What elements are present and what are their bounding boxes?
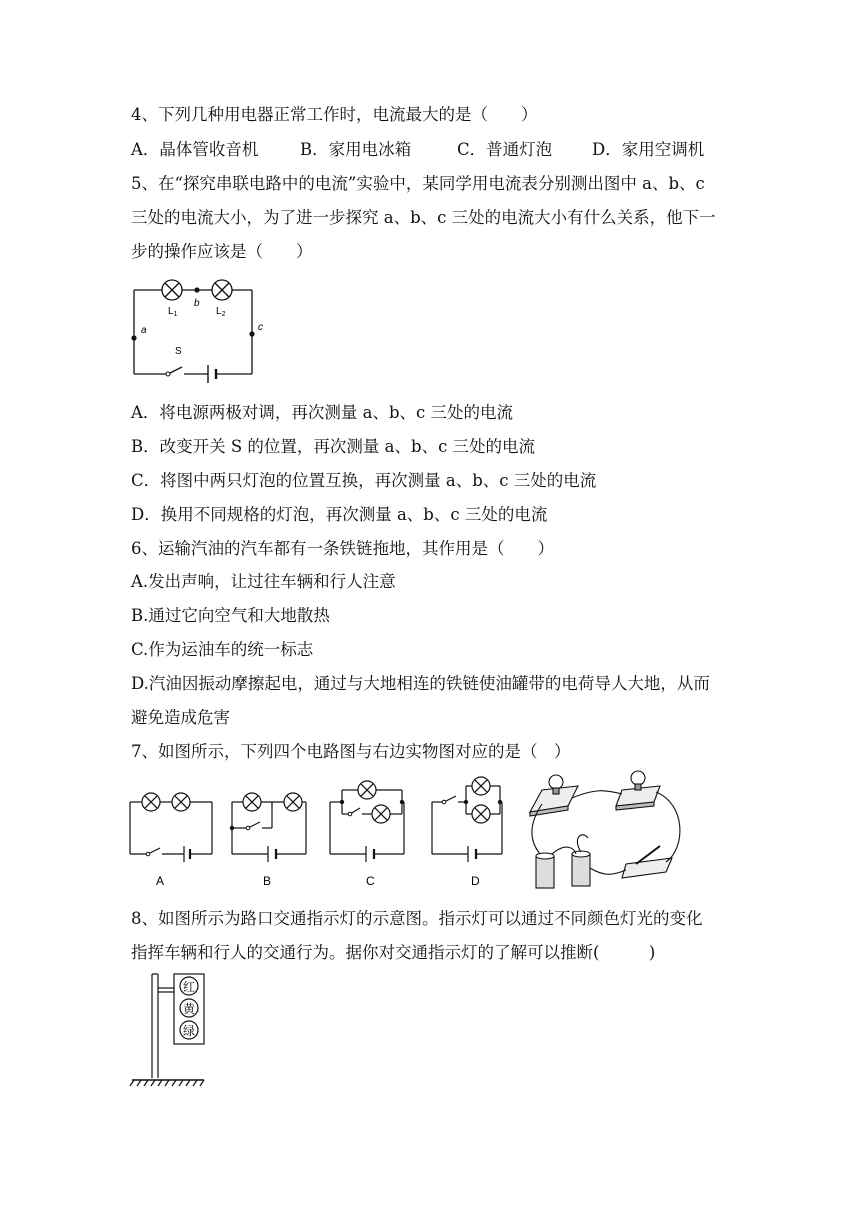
- q4-stem: 4、下列几种用电器正常工作时，电流最大的是（ ）: [131, 105, 538, 124]
- q6-option-c: C.作为运油车的统一标志: [131, 640, 314, 659]
- lamp-l2-icon: [212, 280, 232, 300]
- circuit-c-label: C: [366, 874, 375, 888]
- q6-stem: 6、运输汽油的汽车都有一条铁链拖地，其作用是（ ）: [131, 539, 554, 558]
- q5-series-circuit-figure: [128, 276, 268, 386]
- point-c-label: c: [258, 322, 263, 333]
- lamp-l2-label: $L_2$: [216, 306, 226, 318]
- circuit-a: [130, 802, 212, 862]
- q4-option-c: C．普通灯泡: [457, 140, 553, 159]
- circuit-d-label: D: [471, 874, 480, 888]
- q7-stem: 7、如图所示，下列四个电路图与右边实物图对应的是（ ）: [131, 742, 571, 761]
- point-b-label: b: [194, 298, 200, 309]
- q6-option-d-line-1: D.汽油因振动摩擦起电，通过与大地相连的铁链使油罐带的电荷导人大地，从而: [131, 674, 710, 693]
- q8-stem-line-1: 8、如图所示为路口交通指示灯的示意图。指示灯可以通过不同颜色灯光的变化: [131, 909, 703, 928]
- circuit-a-label: A: [156, 874, 165, 888]
- circuit-d: [432, 786, 502, 862]
- q6-option-b: B.通过它向空气和大地散热: [131, 606, 330, 625]
- green-light-label: 绿: [182, 1024, 196, 1038]
- q5-stem-line-1: 5、在“探究串联电路中的电流”实验中，某同学用电流表分别测出图中 a、b、c: [131, 174, 705, 193]
- circuit-b-label: B: [263, 874, 272, 888]
- q5-stem-line-2: 三处的电流大小，为了进一步探究 a、b、c 三处的电流大小有什么关系，他下一: [131, 208, 716, 227]
- q4-option-d: D．家用空调机: [592, 140, 705, 159]
- q8-stem-line-2: 指挥车辆和行人的交通行为。据你对交通指示灯的了解可以推断( ): [131, 943, 656, 962]
- q6-option-d-line-2: 避免造成危害: [131, 708, 230, 727]
- point-a-label: a: [141, 325, 147, 336]
- switch-s-label: S: [175, 346, 182, 357]
- q4-option-b: B．家用电冰箱: [300, 140, 412, 159]
- traffic-light-figure: [128, 970, 218, 1088]
- battery-icon: [208, 365, 216, 383]
- q6-option-a: A.发出声响，让过往车辆和行人注意: [131, 572, 396, 591]
- q5-option-a: A．将电源两极对调，再次测量 a、b、c 三处的电流: [131, 403, 514, 422]
- physical-circuit-illustration: [530, 771, 680, 888]
- q4-option-a: A．晶体管收音机: [131, 140, 259, 159]
- yellow-light-label: 黄: [182, 1002, 196, 1016]
- red-light-label: 红: [182, 980, 196, 994]
- q5-option-d: D．换用不同规格的灯泡，再次测量 a、b、c 三处的电流: [131, 505, 548, 524]
- q5-option-c: C．将图中两只灯泡的位置互换，再次测量 a、b、c 三处的电流: [131, 471, 597, 490]
- lamp-l1-icon: [162, 280, 182, 300]
- q7-circuit-diagrams: [126, 768, 726, 898]
- q5-option-b: B．改变开关 S 的位置，再次测量 a、b、c 三处的电流: [131, 437, 536, 456]
- lamp-l1-label: $L_1$: [168, 306, 178, 318]
- q5-stem-line-3: 步的操作应该是（ ）: [131, 242, 313, 261]
